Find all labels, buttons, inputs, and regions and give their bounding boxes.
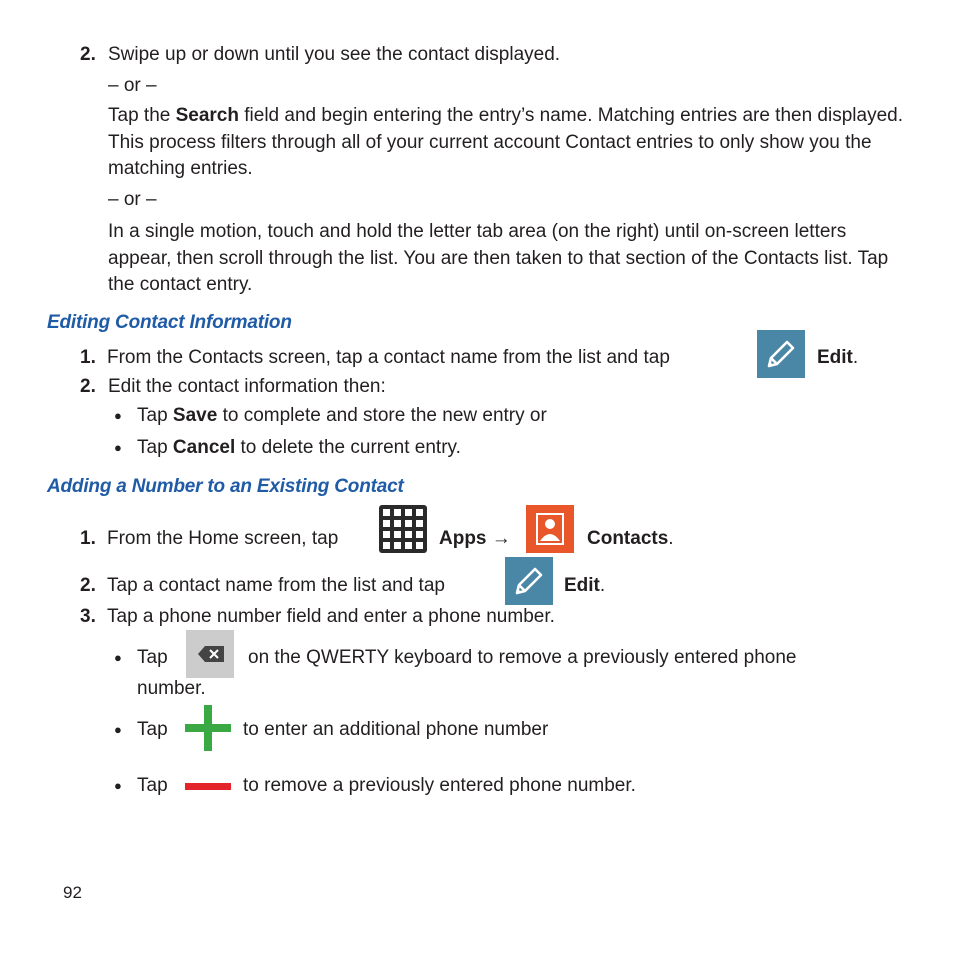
contacts-label: Contacts. — [587, 528, 674, 549]
section-heading-editing: Editing Contact Information — [47, 312, 292, 333]
tap-label: Tap — [137, 775, 168, 796]
contacts-person-icon — [526, 505, 574, 553]
page-number: 92 — [63, 883, 82, 902]
search-paragraph: Tap the Search field and begin entering the entry’s name. Matching entries are then displayed. This process filters through all of your current account Contact entries to only show you the matching entries. — [108, 105, 903, 179]
pencil-icon — [757, 330, 805, 378]
step-number: 3. — [80, 606, 96, 627]
bullet: ● — [114, 440, 122, 455]
pencil-icon — [505, 557, 553, 605]
backspace-key-icon — [186, 630, 234, 678]
plus-icon — [185, 705, 231, 751]
apps-label: Apps → — [439, 528, 511, 549]
step-text: From the Home screen, tap — [107, 528, 339, 549]
bullet-text-delete: on the QWERTY keyboard to remove a previously entered phone — [248, 647, 797, 668]
search-label: Search — [175, 105, 239, 126]
tap-label: Tap — [137, 719, 168, 740]
motion-paragraph: In a single motion, touch and hold the letter tab area (on the right) until on-screen letters appear, then scroll through the list. You are then taken to that section of the Contacts list. Tap the contact entry. — [108, 221, 889, 295]
step-number: 1. — [80, 347, 96, 368]
minus-icon — [185, 783, 231, 790]
bullet: ● — [114, 722, 122, 737]
or-separator: – or – — [108, 75, 157, 96]
step-number: 1. — [80, 528, 96, 549]
step-text: Edit the contact information then: — [108, 376, 386, 397]
bullet-text-remove: to remove a previously entered phone number. — [243, 775, 636, 796]
or-separator: – or – — [108, 189, 157, 210]
apps-grid-icon — [379, 505, 427, 553]
step-text: Tap a contact name from the list and tap — [107, 575, 445, 596]
bullet: ● — [114, 650, 122, 665]
bullet: ● — [114, 778, 122, 793]
edit-label: Edit. — [817, 347, 859, 368]
step-number: 2. — [80, 376, 96, 397]
step-text: Tap a phone number field and enter a phone number. — [107, 606, 555, 627]
bullet: ● — [114, 408, 122, 423]
step-number: 2. — [80, 575, 96, 596]
step-text: Swipe up or down until you see the contact displayed. — [108, 44, 561, 65]
bullet-text-add: to enter an additional phone number — [243, 719, 549, 740]
step-text: From the Contacts screen, tap a contact name from the list and tap — [107, 347, 670, 368]
section-heading-adding: Adding a Number to an Existing Contact — [47, 476, 404, 497]
bullet-text-cancel: Tap Cancel to delete the current entry. — [137, 437, 461, 458]
tap-label: Tap — [137, 647, 168, 668]
edit-label: Edit. — [564, 575, 606, 596]
step-number: 2. — [80, 44, 96, 65]
bullet-text-save: Tap Save to complete and store the new entry or — [137, 405, 547, 426]
bullet-text-continued: number. — [137, 678, 206, 699]
